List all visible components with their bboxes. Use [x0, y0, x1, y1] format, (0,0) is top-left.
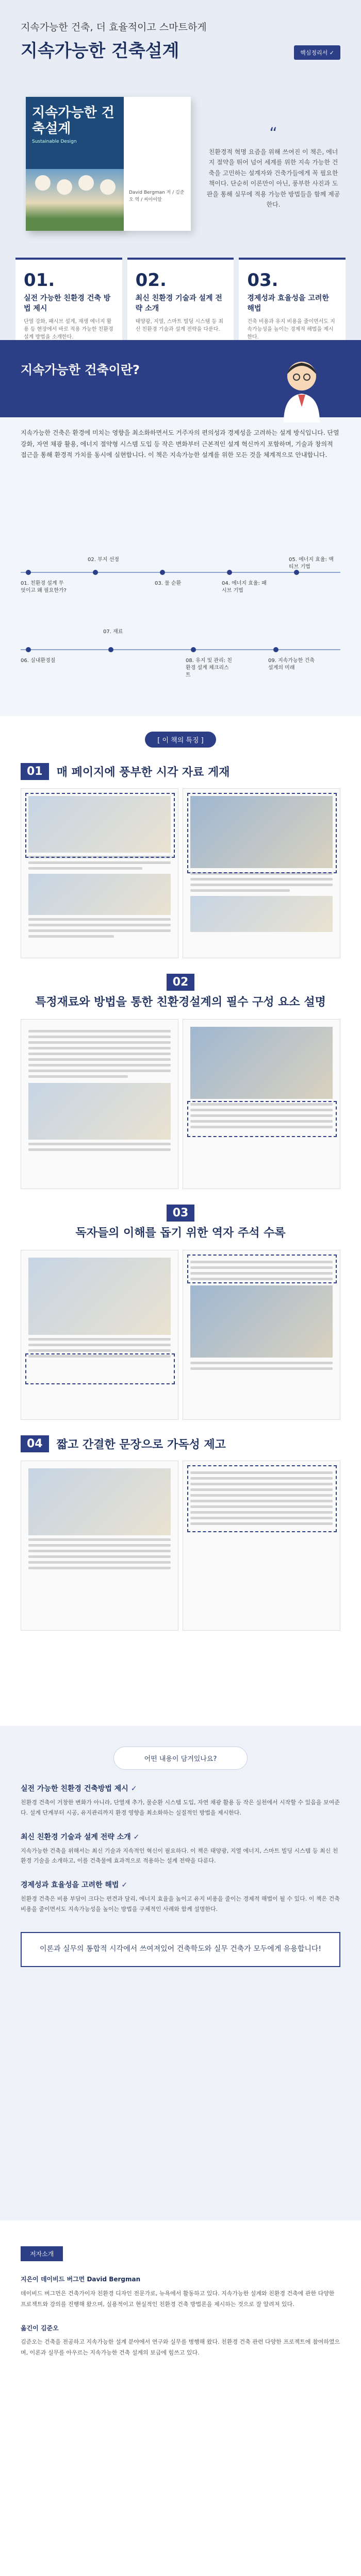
step-desc: 건축 비용과 유지 비용을 줄이면서도 지속가능성을 높이는 경제적 해법을 제시한다.	[247, 319, 335, 340]
step-heading: 실전 가능한 친환경 건축 방법 제시	[24, 294, 111, 313]
page-photo	[190, 1285, 333, 1358]
chapter-timeline	[21, 556, 340, 701]
contents-heading	[21, 1832, 340, 1842]
feature-spread	[21, 1019, 340, 1189]
spread-page-left	[21, 1250, 178, 1420]
step-card-1	[15, 258, 122, 340]
whatis-body: 지속가능한 건축은 환경에 미치는 영향을 최소화하면서도 거주자의 편의성과 경제성을 고려하는 설계 방식입니다. 단열 강화, 자연 채광 활용, 에너지 절약형 시스템 도입 등 작은 변화부터 근본적인 설계 혁신까지 포함하며, 기술과 창의적 접근을 통해 환경적 가치를 동시에 실현합니다. 이 책은 지속가능한 설계를 위한 모든 것을 체계적으로 안내합니다.	[21, 429, 339, 459]
timeline-item: 04. 에너지 효율: 패시브 기법	[222, 581, 267, 594]
book-meta: David Bergman 저 / 김준오 역 / 씨아이알	[129, 190, 185, 202]
author-desc: 데이비드 버그먼은 건축가이자 친환경 디자인 전문가로, 뉴욕에서 활동하고 있다. 지속가능한 설계와 친환경 건축에 관한 다양한 프로젝트와 강의를 진행해 왔으며, 실용적이고 현실적인 친환경 건축 방법론을 제시하는 것으로 잘 알려져 있다.	[21, 2290, 335, 2308]
timeline-item: 09. 지속가능한 건축설계의 미래	[268, 658, 315, 671]
timeline-item: 02. 부지 선정	[88, 557, 119, 563]
features-header	[0, 732, 361, 748]
feature-title: 매 페이지에 풍부한 시각 자료 게재	[56, 766, 230, 779]
step-number: 03.	[247, 270, 278, 291]
check-icon: ✓	[329, 49, 334, 56]
page-photo	[28, 1468, 171, 1535]
timeline-item: 03. 물 순환	[155, 581, 182, 586]
timeline-item: 07. 재료	[103, 629, 123, 635]
feature-number: 04	[21, 1435, 49, 1452]
hero-title: 지속가능한 건축설계	[21, 41, 179, 61]
author-name: 지은이 데이비드 버그먼 David Bergman	[21, 2276, 141, 2283]
spread-page-right	[183, 1019, 340, 1189]
step-heading: 최신 친환경 기술과 설계 전략 소개	[135, 294, 222, 313]
contents-desc: 친환경 건축은 비용 부담이 크다는 편견과 달리, 에너지 효율을 높이고 유지 비용을 줄이는 경제적 해법이 될 수 있다. 이 책은 건축 비용을 줄이면서도 지속가능성을 높이는 방법을 구체적인 사례와 함께 설명한다.	[21, 1895, 340, 1912]
check-icon: ✓	[133, 1833, 140, 1841]
feature-spread	[21, 788, 340, 958]
timeline-item: 01. 친환경 설계 무엇이고 왜 필요한가?	[21, 581, 67, 594]
features-section	[0, 716, 361, 1726]
step-heading: 경제성과 효율성을 고려한 해법	[247, 294, 329, 313]
spread-page-right	[183, 788, 340, 958]
book-subtitle: Sustainable Design	[32, 139, 77, 145]
check-icon: ✓	[121, 1881, 128, 1890]
step-number: 02.	[135, 270, 167, 291]
highlight-box	[187, 1465, 337, 1532]
spread-page-left	[21, 788, 178, 958]
contents-item-2	[21, 1832, 340, 1867]
contents-section	[0, 1726, 361, 2221]
book-cover	[26, 97, 124, 231]
highlight-box	[187, 1101, 337, 1137]
feature-number: 01	[21, 763, 49, 780]
contents-bubble: 어떤 내용이 담겨있나요?	[113, 1747, 248, 1770]
highlight-box	[187, 1255, 337, 1283]
spread-page-right	[183, 1461, 340, 1631]
author-block	[21, 2274, 340, 2310]
badge-label: 핵심정리서	[300, 49, 328, 56]
timeline-item: 08. 유지 및 관리: 친환경 설계 체크리스트	[186, 658, 232, 678]
translator-desc: 김준오는 건축을 전공하고 지속가능한 설계 분야에서 연구와 실무를 병행해 왔다. 친환경 건축 관련 다양한 프로젝트에 참여하였으며, 이론과 실무를 아우르는 지속가능한 건축 설계의 보급에 힘쓰고 있다.	[21, 2338, 340, 2357]
page-photo	[28, 874, 171, 915]
features-header-label: 이 책의 특징	[162, 737, 199, 744]
book-title: 지속가능한 건축설계	[32, 105, 114, 137]
hero-badge	[294, 45, 340, 60]
step-desc: 태양광, 지열, 스마트 빌딩 시스템 등 최신 친환경 기술과 설계 전략을 다룬다.	[135, 319, 224, 333]
check-icon: ✓	[130, 1785, 137, 1793]
hero-subtitle: 지속가능한 건축, 더 효율적이고 스마트하게	[21, 22, 207, 33]
contents-heading	[21, 1783, 340, 1793]
contents-item-3	[21, 1879, 340, 1914]
feature-4	[21, 1435, 340, 1631]
highlight-box	[25, 1353, 175, 1384]
hero-quote	[206, 121, 340, 210]
contents-heading-text: 경제성과 효율성을 고려한 해법	[21, 1881, 119, 1890]
avatar-illustration	[273, 355, 330, 422]
contents-heading-text: 최신 친환경 기술과 설계 전략 소개	[21, 1833, 131, 1841]
hero-section	[0, 0, 361, 340]
translator-block	[21, 2323, 340, 2359]
spread-page-left	[21, 1461, 178, 1631]
contents-heading	[21, 1879, 340, 1890]
feature-1	[21, 763, 340, 958]
whatis-section	[0, 340, 361, 716]
page-photo	[28, 1083, 171, 1140]
page-photo	[190, 1027, 333, 1099]
timeline-item: 05. 에너지 효율: 액티브 기법	[289, 557, 334, 570]
highlight-box	[187, 793, 337, 873]
quote-icon: “	[269, 125, 277, 143]
spread-page-left	[21, 1019, 178, 1189]
book-back-cover	[124, 97, 191, 231]
feature-3	[21, 1205, 340, 1420]
book-cover-image	[26, 169, 124, 231]
quote-text: 친환경적 혁명 요즘을 위해 쓰여진 이 책은, 에너지 절약을 뛰어 넘어 세계를 위한 지속 가능한 건축을 고민하는 설계자와 건축가들에게 꼭 필요한 책이다. 단순히 이론만이 아닌, 풍부한 사진과 도판을 통해 실무에 적용 가능한 방법들을 함께 제공한다.	[206, 148, 340, 208]
feature-number: 02	[167, 974, 195, 991]
step-number: 01.	[24, 270, 55, 291]
spread-page-right	[183, 1250, 340, 1420]
feature-number: 03	[167, 1205, 195, 1222]
timeline-item: 06. 실내환경질	[21, 658, 56, 664]
contents-callout: 이론과 실무의 통합적 시각에서 쓰여져있어 건축학도와 실무 건축가 모두에게 유용합니다!	[21, 1932, 340, 1967]
feature-spread	[21, 1461, 340, 1631]
features-header-pill: [ 이 책의 특징 ]	[145, 732, 216, 748]
feature-title: 독자들의 이해를 돕기 위한 역자 주석 수록	[75, 1226, 286, 1240]
author-header: 저자소개	[21, 2246, 63, 2261]
feature-spread	[21, 1250, 340, 1420]
contents-heading-text: 실전 가능한 친환경 건축방법 제시	[21, 1785, 128, 1793]
translator-name: 옮긴이 김준오	[21, 2324, 59, 2332]
feature-2	[21, 974, 340, 1189]
step-card-2	[127, 258, 234, 340]
step-desc: 단열 강화, 패시브 설계, 재생 에너지 활용 등 현장에서 바로 적용 가능한 친환경 설계 방법을 소개한다.	[24, 319, 113, 340]
contents-desc: 지속가능한 건축을 위해서는 최신 기술과 지속적인 혁신이 필요하다. 이 책은 태양광, 지열 에너지, 스마트 빌딩 시스템 등 최신 친환경 기술을 소개하고, 이를 건축물에 효과적으로 적용하는 설계 전략을 다룬다.	[21, 1847, 338, 1865]
highlight-box	[25, 793, 175, 858]
whatis-header	[0, 340, 361, 417]
author-section	[0, 2221, 361, 2576]
whatis-title: 지속가능한 건축이란?	[21, 363, 140, 377]
feature-title: 특정재료와 방법을 통한 친환경설계의 필수 구성 요소 설명	[35, 996, 326, 1009]
step-card-3	[239, 258, 346, 340]
page-photo	[28, 1258, 171, 1335]
contents-item-1	[21, 1783, 340, 1818]
steps-row	[0, 258, 361, 340]
feature-title: 짧고 간결한 문장으로 가독성 제고	[56, 1438, 226, 1451]
contents-desc: 친환경 건축이 거창한 변화가 아니라, 단열재 추가, 물순환 시스템 도입, 자연 채광 활용 등 작은 실천에서 시작할 수 있음을 보여준다. 설계 단계부터 시공, 유지관리까지 환경 영향을 최소화하는 실질적인 방법을 제시한다.	[21, 1799, 340, 1816]
page-photo	[190, 896, 333, 932]
